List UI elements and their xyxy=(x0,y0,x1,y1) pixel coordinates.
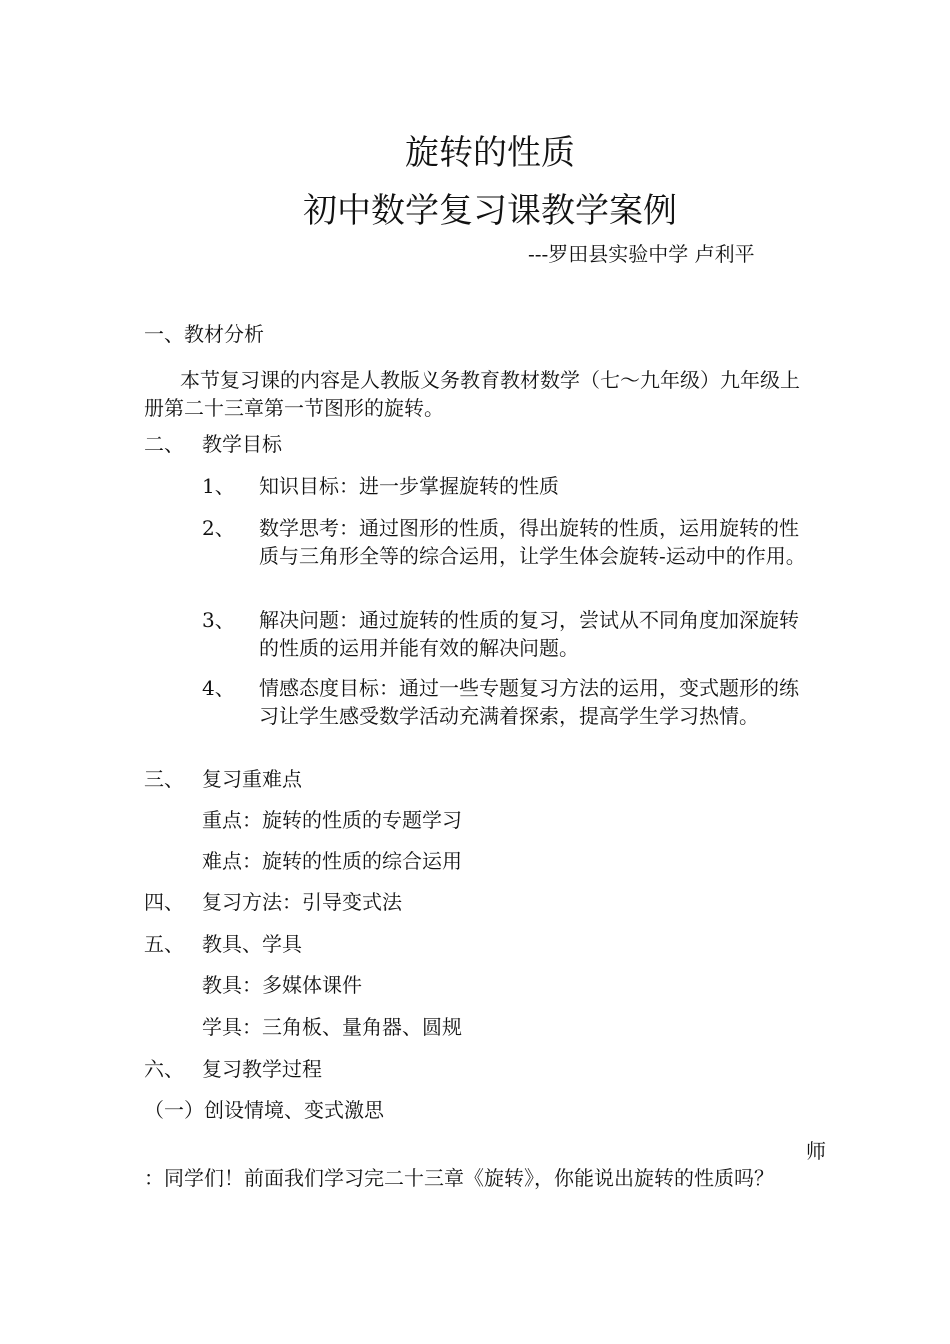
document-subtitle: 初中数学复习课教学案例 xyxy=(303,191,677,231)
section-3-number: 三、 xyxy=(144,767,184,791)
section-1-body: 本节复习课的内容是人教版义务教育教材数学（七～九年级）九年级上册第二十三章第一节图形的旋转。 xyxy=(144,368,800,420)
objective-3-text: 解决问题：通过旋转的性质的复习，尝试从不同角度加深旋转的性质的运用并能有效的解决问题。 xyxy=(259,608,799,660)
author-line: ---罗田县实验中学 卢利平 xyxy=(528,242,755,266)
section-1-heading: 一、教材分析 xyxy=(144,322,264,346)
difficulty-point: 难点：旋转的性质的综合运用 xyxy=(202,849,462,873)
objective-4-number: 4、 xyxy=(202,676,235,700)
key-point: 重点：旋转的性质的专题学习 xyxy=(202,808,462,832)
speaker-label: 师 xyxy=(806,1139,826,1163)
objective-1-text: 知识目标：进一步掌握旋转的性质 xyxy=(259,474,559,498)
objective-3-number: 3、 xyxy=(202,608,235,632)
objective-2-number: 2、 xyxy=(202,516,235,540)
section-5-number: 五、 xyxy=(144,932,184,956)
section-4-heading: 复习方法：引导变式法 xyxy=(202,890,402,914)
section-6-number: 六、 xyxy=(144,1057,184,1081)
document-title: 旋转的性质 xyxy=(405,133,575,173)
student-tools: 学具：三角板、量角器、圆规 xyxy=(202,1015,462,1039)
teacher-dialogue: ：同学们！前面我们学习完二十三章《旋转》，你能说出旋转的性质吗？ xyxy=(144,1166,774,1190)
section-2-number: 二、 xyxy=(144,432,184,456)
teacher-tools: 教具：多媒体课件 xyxy=(202,973,362,997)
section-4-number: 四、 xyxy=(144,890,184,914)
subsection-1-heading: （一）创设情境、变式激思 xyxy=(144,1098,384,1122)
objective-2-text: 数学思考：通过图形的性质，得出旋转的性质，运用旋转的性质与三角形全等的综合运用，让学生体会旋转-运动中的作用。 xyxy=(259,516,806,568)
section-2-heading: 教学目标 xyxy=(202,432,282,456)
section-3-heading: 复习重难点 xyxy=(202,767,302,791)
section-5-heading: 教具、学具 xyxy=(202,932,302,956)
objective-1-number: 1、 xyxy=(202,474,235,498)
section-6-heading: 复习教学过程 xyxy=(202,1057,322,1081)
objective-4-text: 情感态度目标：通过一些专题复习方法的运用，变式题形的练习让学生感受数学活动充满着探索，提高学生学习热情。 xyxy=(259,676,799,728)
